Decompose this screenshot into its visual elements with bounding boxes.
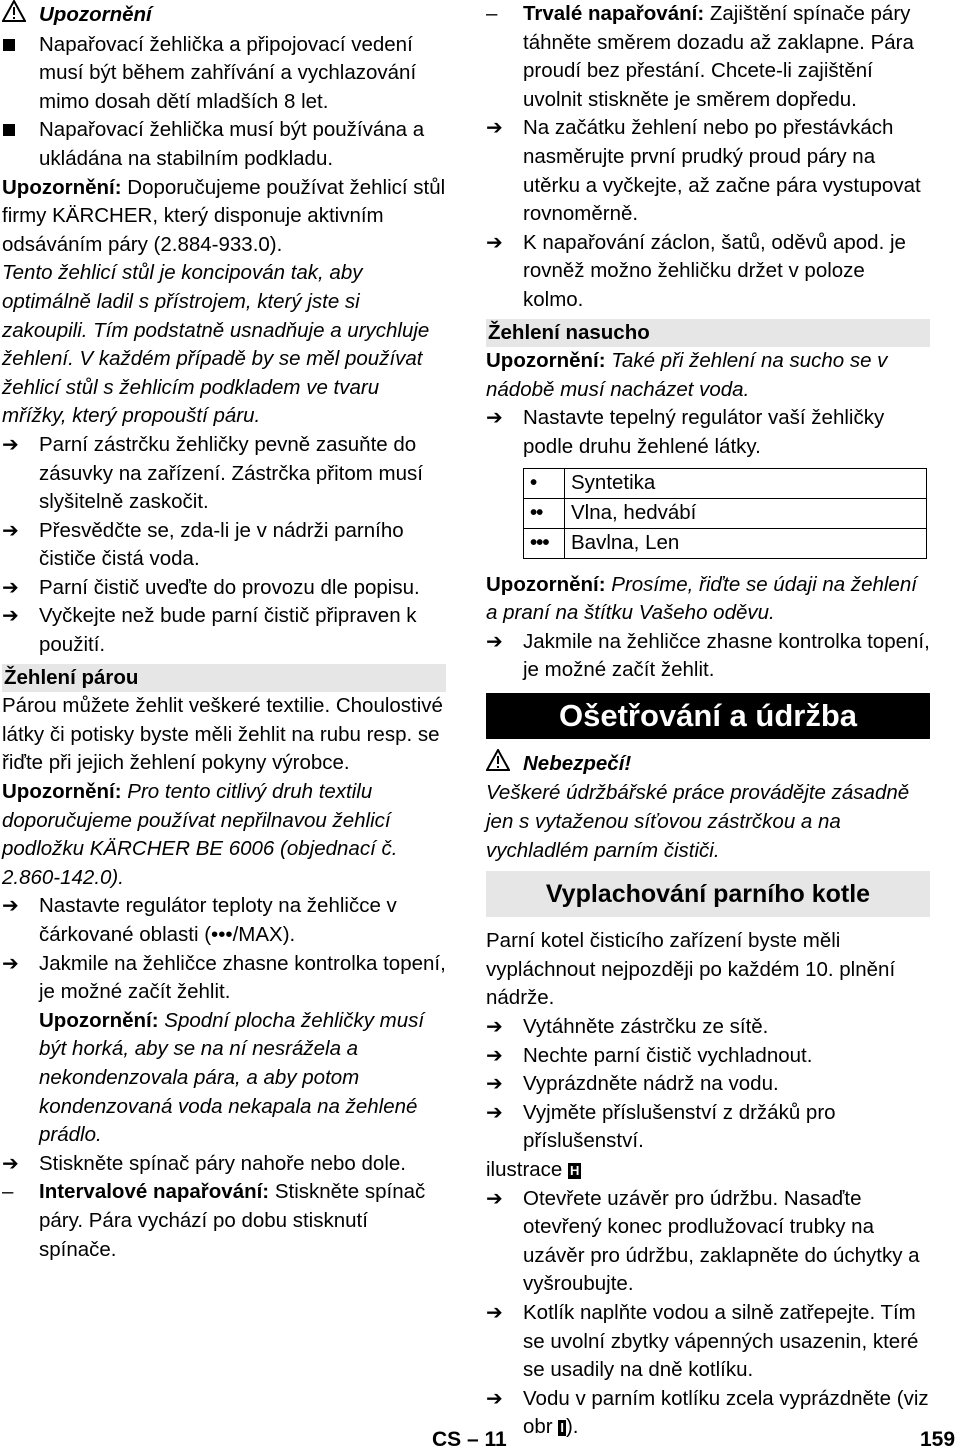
illustration-ref: ilustrace H [486,1158,580,1181]
page-number: 159 [920,1428,956,1451]
bullet-item: Napařovací žehlička musí být používána a ukládána na stabilním podkladu. [2,116,446,173]
step-item: ➔ Otevřete uzávěr pro údržbu. Nasaďte otevřený konec prodlužovací trubky na uzávěr pro údržbu, zaklapněte do úchytky a vyšroubujte. [486,1186,920,1296]
footer-section-label: CS – 11 [432,1428,507,1451]
please-note-paragraph: Upozornění: Prosíme, řiďte se údaji na žehlení a praní na štítku Vašeho oděvu. [486,572,917,625]
bullet-item: Napařovací žehlička a připojovací vedení musí být během zahřívání a vychlazování mimo dosah dětí mladších 8 let. [2,31,446,117]
arrow-icon: ➔ [2,605,19,628]
arrow-icon: ➔ [486,117,503,140]
maintenance-title: Ošetřování a údržba [486,693,930,739]
arrow-icon: ➔ [486,407,503,430]
dash-item: – Trvalé napařování: Zajištění spínače páry táhněte směrem dozadu až zaklapne. Pára proudí bez přestání. Chcete-li zajištění uvolnit stiskněte je směrem dopředu. [486,2,914,111]
arrow-icon: ➔ [486,630,503,653]
note-paragraph: Upozornění: Doporučujeme používat žehlicí stůl firmy KÄRCHER, který disponuje aktivním odsáváním páry (2.884-933.0). [2,175,446,256]
sub-note-paragraph: Upozornění: Spodní plocha žehličky musí být horká, aby se na ní nesrážela a nekondenzovala pára, a aby potom kondenzovaná voda nekapala na žehlené prádlo. [39,1008,425,1147]
step-item: ➔ Nechte parní čistič vychladnout. [486,1042,930,1071]
step-item: ➔ Vyprázdněte nádrž na vodu. [486,1070,930,1099]
steam-paragraph: Párou můžete žehlit veškeré textilie. Choulostivé látky či potisky byste měli žehlit na rubu resp. se řiďte při jejich žehlení pokyny výrobce. [2,694,443,775]
dash-marker: – [486,2,498,25]
section-heading-steam: Žehlení párou [2,664,446,693]
table-row: • Syntetika [524,468,927,498]
step-item: ➔ Jakmile na žehličce zhasne kontrolka topení, je možné začít žehlit. [486,629,930,682]
arrow-icon: ➔ [2,895,19,918]
arrow-icon: ➔ [2,1152,19,1175]
step-item: ➔ Kotlík naplňte vodou a silně zatřepejte. Tím se uvolní zbytky vápenných usazenin, které se usadily na dně kotlíku. [486,1300,919,1382]
warning-heading [2,0,446,31]
arrow-icon: ➔ [2,519,19,542]
arrow-icon: ➔ [486,1073,503,1096]
warning-triangle-icon [2,0,39,31]
fabric-table [523,468,927,559]
warning-title: Upozornění [39,3,152,26]
table-row: ••• Bavlna, Len [524,528,927,558]
step-item: ➔ Vytáhněte zástrčku ze sítě. [486,1013,930,1042]
note-italic-paragraph: Tento žehlicí stůl je koncipován tak, aby optimálně ladil s přístrojem, který jste si zakoupili. Tím podstatně usnadňuje a urychluje žehlení. V každém případě by se měl používat žehlicí stůl s žehlicím podkladem ve tvaru mřížky, který propouští páru. [2,261,430,428]
step-item: ➔ Vyjměte příslušenství z držáků pro příslušenství. [486,1100,836,1153]
arrow-icon: ➔ [2,952,19,975]
step-item: ➔ Přesvědčte se, zda-li je v nádrži parního čističe čistá voda. [2,518,404,571]
steam-note-paragraph: Upozornění: Pro tento citlivý druh textilu doporučujeme používat nepřilnavou žehlicí podložku KÄRCHER BE 6006 (objednací č. 2.860-142.0). [2,780,398,889]
square-bullet-icon [2,116,39,145]
arrow-icon: ➔ [486,1044,503,1067]
danger-heading [486,749,930,780]
step-item: ➔ Parní zástrčku žehličky pevně zasuňte do zásuvky na zařízení. Zástrčka přitom musí slyšitelně zaskočit. [2,432,423,514]
arrow-icon: ➔ [486,1187,503,1210]
table-row: •• Vlna, hedvábí [524,498,927,528]
figure-h-icon: H [570,1163,580,1178]
step-item: ➔ Stiskněte spínač páry nahoře nebo dole. [2,1150,446,1179]
step-item: ➔ Nastavte regulátor teploty na žehličce v čárkované oblasti (•••/MAX). [2,894,397,946]
dash-marker: – [2,1180,14,1204]
flush-paragraph: Parní kotel čisticího zařízení byste měli vypláchnout nejpozději po každém 10. plnění nádrže. [486,929,896,1010]
step-item: ➔ Vyčkejte než bude parní čistič připraven k použití. [2,604,417,657]
arrow-icon: ➔ [486,1387,503,1410]
step-item: ➔ Parní čistič uveďte do provozu dle popisu. [2,574,446,603]
step-item: ➔ Nastavte tepelný regulátor vaší žehličky podle druhu žehlené látky. [486,406,885,458]
step-item: ➔ Jakmile na žehličce zhasne kontrolka topení, je možné začít žehlit. [2,951,446,1004]
flush-title: Vyplachování parního kotle [486,871,930,917]
step-item: ➔ Na začátku žehlení nebo po přestávkách nasměrujte první prudký proud páry na utěrku a vyčkejte, až začne pára vystupovat rovnoměrně. [486,116,921,226]
warning-triangle-icon [486,749,523,780]
arrow-icon: ➔ [486,1301,503,1324]
right-column [486,0,930,1442]
step-item: ➔ K napařování záclon, šatů, oděvů apod. je rovněž možno žehličku držet v poloze kolmo. [486,230,906,311]
step-item: ➔ Vodu v parním kotlíku zcela vyprázdněte (viz obr I). [486,1386,929,1439]
section-heading-dry: Žehlení nasucho [486,319,930,348]
dry-note-paragraph: Upozornění: Také při žehlení na sucho se v nádobě musí nacházet voda. [486,349,888,401]
left-column [2,0,446,1264]
arrow-icon: ➔ [2,576,19,599]
arrow-icon: ➔ [2,433,19,456]
dash-item: – Intervalové napařování: Stiskněte spínač páry. Pára vychází po dobu stisknutí spínače. [2,1180,426,1261]
arrow-icon: ➔ [486,231,503,254]
danger-title: Nebezpečí! [523,751,632,775]
danger-paragraph: Veškeré údržbářské práce provádějte zásadně jen s vytaženou síťovou zástrčkou a na vychladlém parním čističi. [486,781,910,862]
square-bullet-icon [2,31,39,60]
arrow-icon: ➔ [486,1016,503,1039]
figure-i-icon: I [560,1420,564,1436]
arrow-icon: ➔ [486,1101,503,1124]
